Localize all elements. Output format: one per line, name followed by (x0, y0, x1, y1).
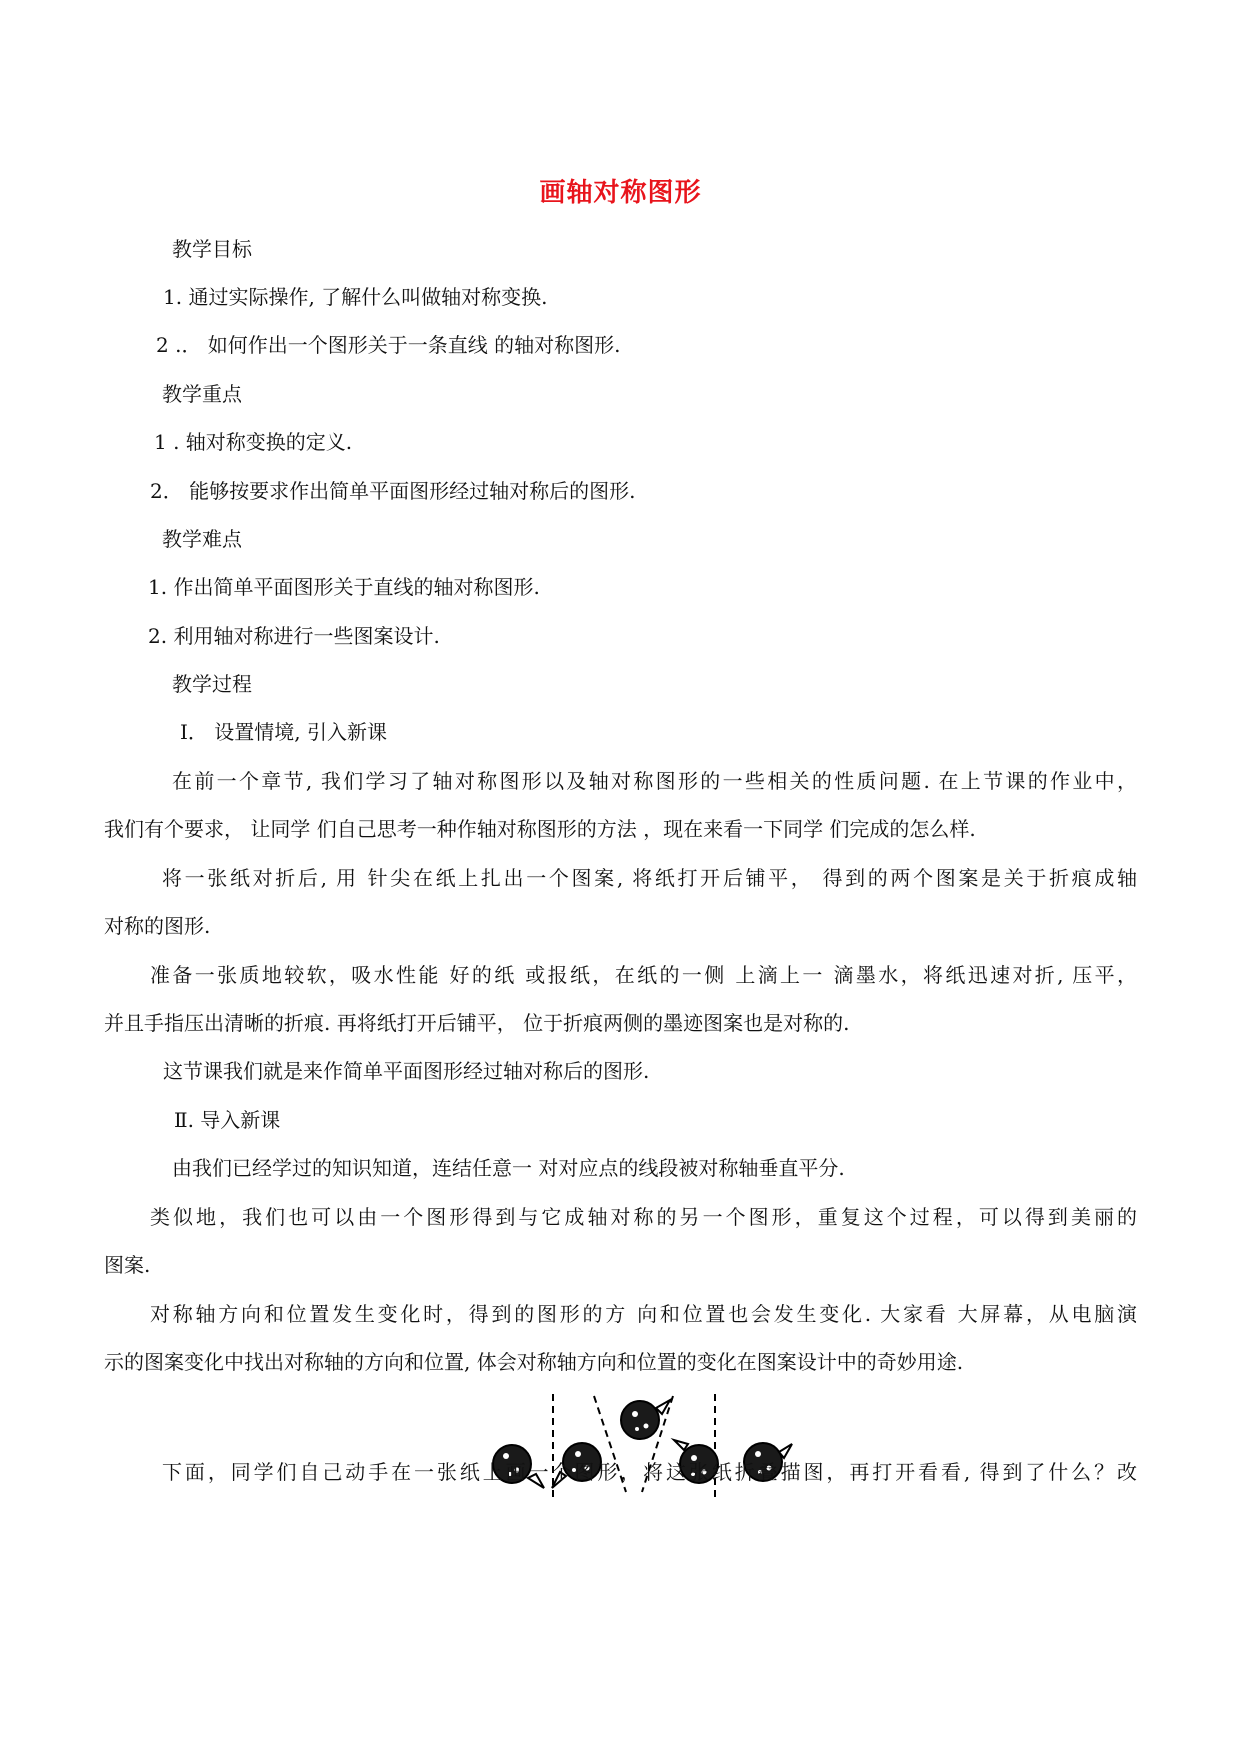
paragraph-line: 由我们已经学过的知识知道，连结任意一 对对应点的线段被对称轴垂直平分. (172, 1156, 845, 1180)
paragraph-line: 对称的图形. (104, 914, 211, 938)
paragraph-line: 对称轴方向和位置发生变化时，得到的图形的方 向和位置也会发生变化. 大家看 大屏幕，从电脑演 (150, 1302, 1137, 1326)
key-point-2: 2． 能够按要求作出简单平面图形经过轴对称后的图形. (150, 479, 636, 503)
section-1-heading: Ⅰ． 设置情境, 引入新课 (180, 720, 387, 744)
paragraph-line: 这节课我们就是来作简单平面图形经过轴对称后的图形. (163, 1059, 650, 1083)
heading-process: 教学过程 (172, 672, 252, 696)
paragraph-line: 图案. (104, 1253, 151, 1277)
paragraph-line: 在前一个章节, 我们学习了轴对称图形以及轴对称图形的一些相关的性质问题. 在上节课的作业中， (172, 769, 1137, 793)
key-point-1: 1 . 轴对称变换的定义. (154, 430, 353, 454)
paragraph-line: 将一张纸对折后, 用 针尖在纸上扎出一个图案, 将纸打开后铺平， 得到的两个图案是关于折痕成轴 (162, 866, 1137, 890)
paragraph-line: 示的图案变化中找出对称轴的方向和位置, 体会对称轴方向和位置的变化在图案设计中的奇妙用途. (104, 1350, 964, 1374)
heading-key-points: 教学重点 (162, 382, 242, 406)
paragraph-line: 类似地，我们也可以由一个图形得到与它成轴对称的另一个图形，重复这个过程，可以得到美丽的 (150, 1205, 1137, 1229)
paragraph-line: 下面，同学们自己动手在一张纸上画一个图形，将这张纸折叠描图，再打开看看, 得到了什么？改 (162, 1460, 1137, 1484)
difficulty-1: 1. 作出简单平面图形关于直线的轴对称图形. (148, 575, 540, 599)
objective-2: 2 .． 如何作出一个图形关于一条直线 的轴对称图形. (156, 333, 621, 357)
document-title: 画轴对称图形 (539, 178, 702, 208)
difficulty-2: 2. 利用轴对称进行一些图案设计. (148, 624, 440, 648)
paragraph-line: 并且手指压出清晰的折痕. 再将纸打开后铺平， 位于折痕两侧的墨迹图案也是对称的. (104, 1011, 850, 1035)
symmetry-pattern-figure (490, 1392, 800, 1502)
paragraph-line: 准备一张质地较软，吸水性能 好的纸 或报纸，在纸的一侧 上滴上一 滴墨水，将纸迅速对折, 压平， (150, 963, 1137, 987)
paragraph-line: 我们有个要求， 让同学 们自己思考一种作轴对称图形的方法 ，现在来看一下同学 们完成的怎么样. (104, 817, 976, 841)
heading-difficulties: 教学难点 (162, 527, 242, 551)
objective-1: 1. 通过实际操作, 了解什么叫做轴对称变换. (163, 285, 548, 309)
heading-objectives: 教学目标 (172, 237, 252, 261)
section-2-heading: Ⅱ. 导入新课 (174, 1108, 281, 1132)
